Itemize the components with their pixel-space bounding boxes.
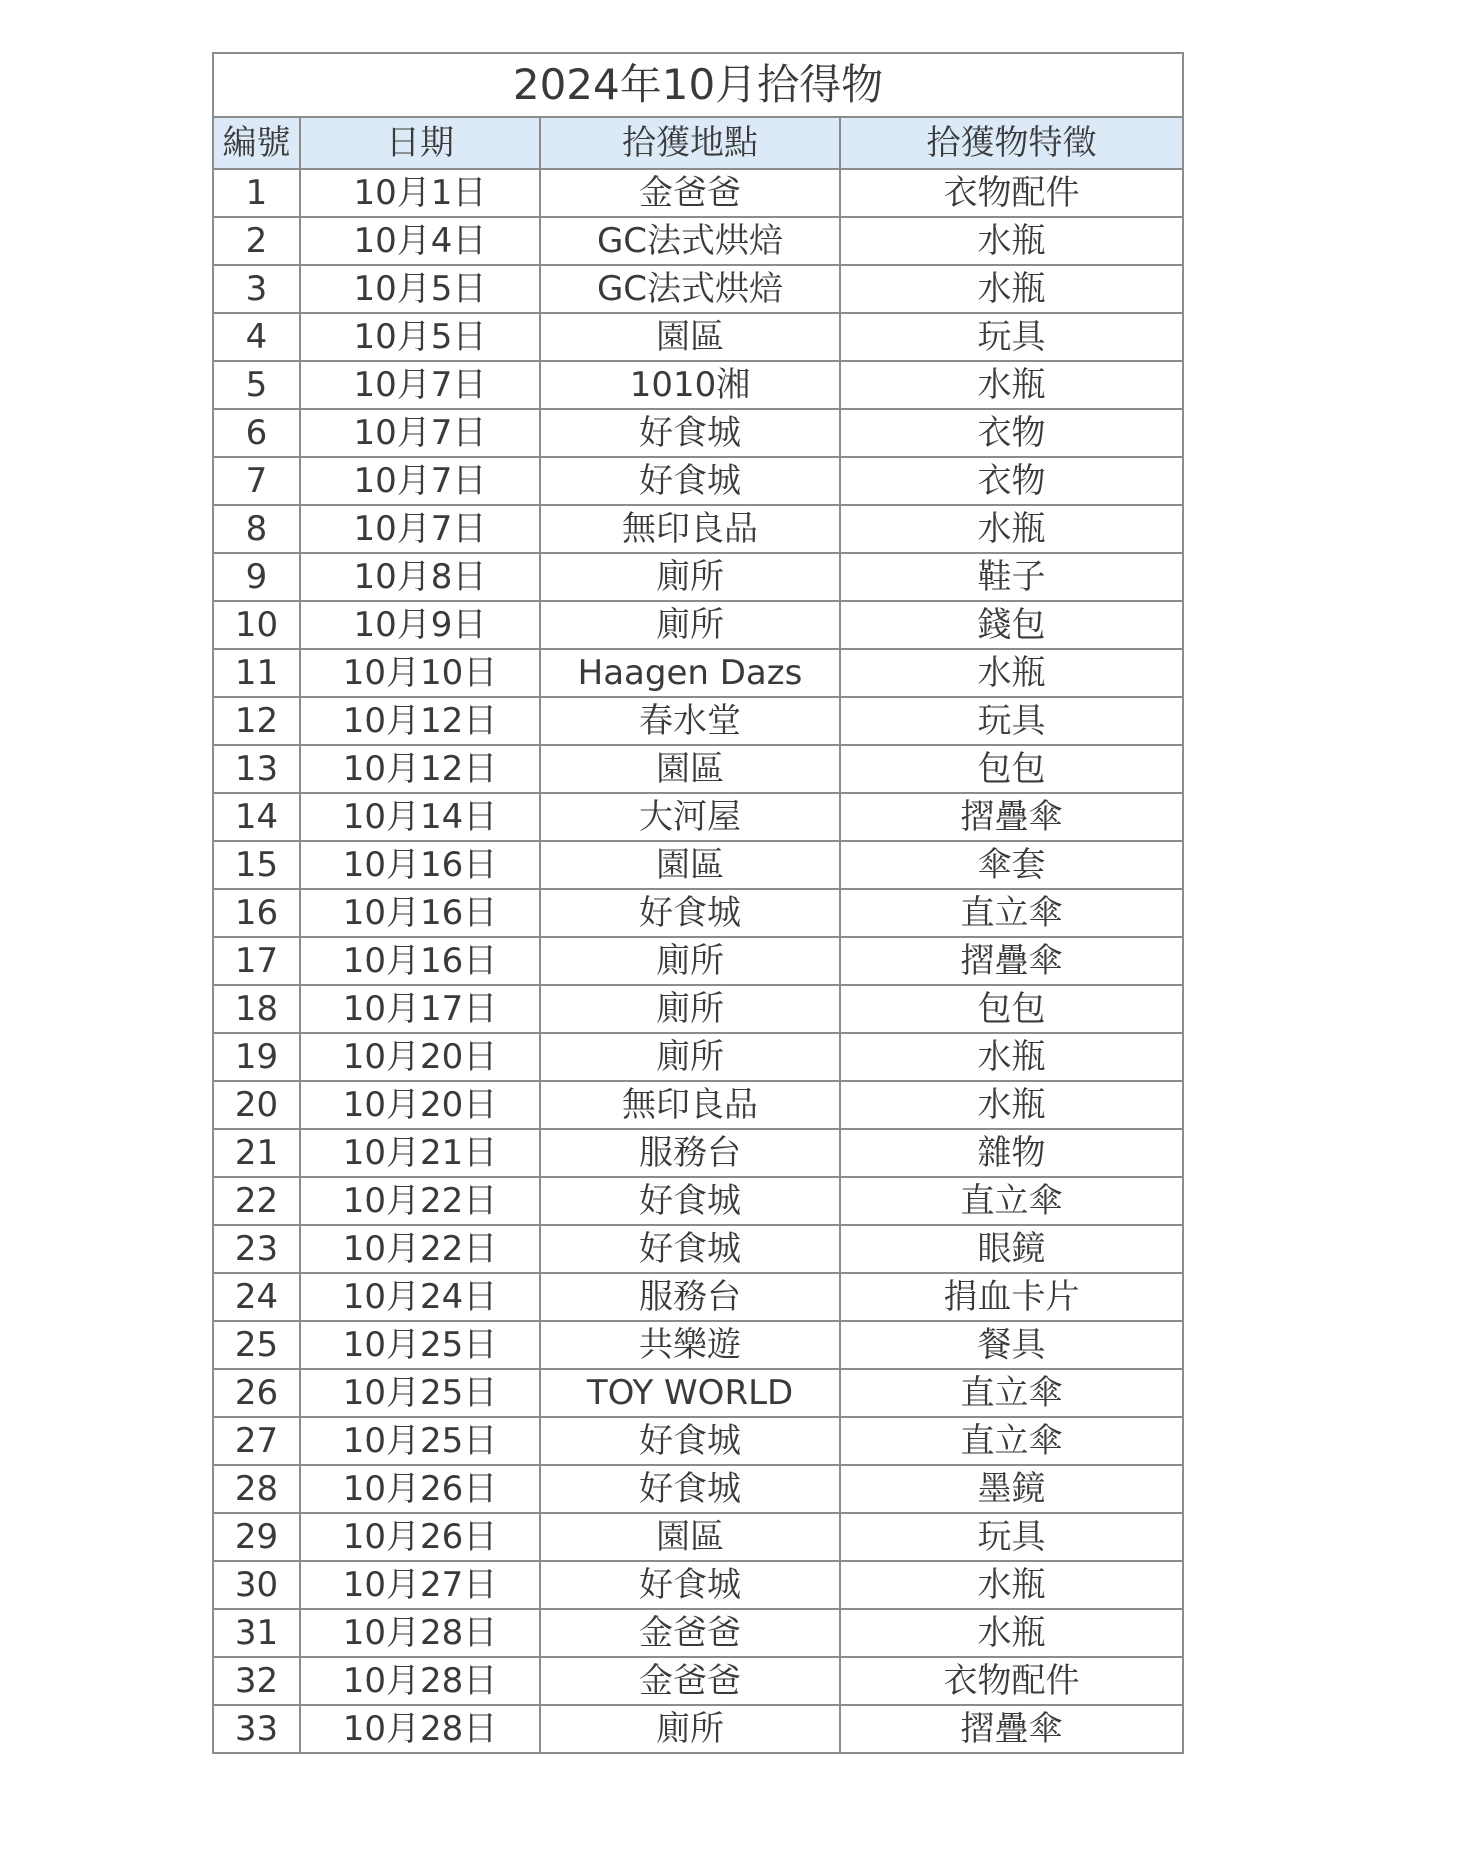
table-row [213, 1177, 1183, 1225]
cell-number: 1 [213, 169, 300, 217]
cell-date: 10月16日 [300, 889, 540, 937]
cell-date: 10月4日 [300, 217, 540, 265]
table-body [213, 169, 1183, 1753]
cell-number: 15 [213, 841, 300, 889]
cell-item: 水瓶 [840, 1561, 1183, 1609]
table-row [213, 985, 1183, 1033]
table-row [213, 1081, 1183, 1129]
cell-item: 玩具 [840, 1513, 1183, 1561]
table-row [213, 1033, 1183, 1081]
cell-number: 18 [213, 985, 300, 1033]
table-row [213, 793, 1183, 841]
table-row [213, 1273, 1183, 1321]
cell-number: 16 [213, 889, 300, 937]
cell-item: 包包 [840, 985, 1183, 1033]
table-row [213, 937, 1183, 985]
cell-number: 23 [213, 1225, 300, 1273]
cell-date: 10月20日 [300, 1033, 540, 1081]
cell-location: 園區 [540, 1513, 840, 1561]
table-row [213, 457, 1183, 505]
table-row [213, 1321, 1183, 1369]
cell-item: 直立傘 [840, 1369, 1183, 1417]
cell-item: 水瓶 [840, 361, 1183, 409]
cell-location: GC法式烘焙 [540, 265, 840, 313]
cell-item: 直立傘 [840, 889, 1183, 937]
table-row [213, 361, 1183, 409]
cell-location: Haagen Dazs [540, 649, 840, 697]
cell-number: 10 [213, 601, 300, 649]
cell-date: 10月9日 [300, 601, 540, 649]
cell-location: 好食城 [540, 889, 840, 937]
cell-location: 好食城 [540, 409, 840, 457]
cell-item: 直立傘 [840, 1417, 1183, 1465]
cell-location: 大河屋 [540, 793, 840, 841]
cell-location: 園區 [540, 313, 840, 361]
cell-number: 9 [213, 553, 300, 601]
cell-item: 水瓶 [840, 505, 1183, 553]
cell-location: 園區 [540, 745, 840, 793]
cell-location: TOY WORLD [540, 1369, 840, 1417]
cell-number: 11 [213, 649, 300, 697]
cell-number: 21 [213, 1129, 300, 1177]
table-row [213, 889, 1183, 937]
table-row [213, 1465, 1183, 1513]
table-title: 2024年10月拾得物 [213, 53, 1183, 117]
table-row [213, 265, 1183, 313]
cell-date: 10月25日 [300, 1369, 540, 1417]
cell-number: 22 [213, 1177, 300, 1225]
cell-number: 5 [213, 361, 300, 409]
table-row [213, 1609, 1183, 1657]
cell-date: 10月1日 [300, 169, 540, 217]
cell-location: 春水堂 [540, 697, 840, 745]
table-row [213, 217, 1183, 265]
cell-date: 10月7日 [300, 361, 540, 409]
cell-location: 服務台 [540, 1129, 840, 1177]
cell-location: 好食城 [540, 1561, 840, 1609]
cell-number: 29 [213, 1513, 300, 1561]
cell-date: 10月20日 [300, 1081, 540, 1129]
cell-location: 好食城 [540, 1465, 840, 1513]
table-row [213, 1129, 1183, 1177]
cell-item: 水瓶 [840, 649, 1183, 697]
header-date: 日期 [300, 117, 540, 169]
cell-date: 10月21日 [300, 1129, 540, 1177]
cell-location: 無印良品 [540, 505, 840, 553]
cell-location: 好食城 [540, 1225, 840, 1273]
cell-item: 捐血卡片 [840, 1273, 1183, 1321]
cell-location: 廁所 [540, 553, 840, 601]
table-row [213, 601, 1183, 649]
table-row [213, 505, 1183, 553]
cell-number: 14 [213, 793, 300, 841]
cell-date: 10月7日 [300, 457, 540, 505]
cell-date: 10月5日 [300, 313, 540, 361]
header-number: 編號 [213, 117, 300, 169]
cell-date: 10月28日 [300, 1657, 540, 1705]
cell-date: 10月5日 [300, 265, 540, 313]
table-row [213, 1705, 1183, 1753]
cell-location: 金爸爸 [540, 1657, 840, 1705]
cell-date: 10月28日 [300, 1705, 540, 1753]
cell-location: 廁所 [540, 937, 840, 985]
cell-date: 10月22日 [300, 1225, 540, 1273]
cell-item: 衣物 [840, 409, 1183, 457]
cell-number: 13 [213, 745, 300, 793]
cell-item: 摺疊傘 [840, 793, 1183, 841]
cell-location: 好食城 [540, 1177, 840, 1225]
lost-items-table [212, 52, 1184, 1754]
cell-date: 10月16日 [300, 841, 540, 889]
table-row [213, 1225, 1183, 1273]
cell-number: 30 [213, 1561, 300, 1609]
cell-location: GC法式烘焙 [540, 217, 840, 265]
cell-number: 27 [213, 1417, 300, 1465]
cell-item: 墨鏡 [840, 1465, 1183, 1513]
table-row [213, 697, 1183, 745]
cell-number: 20 [213, 1081, 300, 1129]
cell-location: 共樂遊 [540, 1321, 840, 1369]
cell-location: 服務台 [540, 1273, 840, 1321]
cell-date: 10月12日 [300, 745, 540, 793]
cell-date: 10月28日 [300, 1609, 540, 1657]
cell-location: 廁所 [540, 1705, 840, 1753]
table-header-row [213, 117, 1183, 169]
cell-location: 廁所 [540, 601, 840, 649]
table-row [213, 841, 1183, 889]
cell-item: 鞋子 [840, 553, 1183, 601]
cell-location: 園區 [540, 841, 840, 889]
table-row [213, 553, 1183, 601]
cell-date: 10月16日 [300, 937, 540, 985]
cell-number: 33 [213, 1705, 300, 1753]
cell-item: 水瓶 [840, 1081, 1183, 1129]
table-title-row [213, 53, 1183, 117]
cell-date: 10月25日 [300, 1321, 540, 1369]
cell-location: 廁所 [540, 985, 840, 1033]
cell-item: 玩具 [840, 313, 1183, 361]
cell-number: 8 [213, 505, 300, 553]
table-row [213, 409, 1183, 457]
cell-date: 10月26日 [300, 1513, 540, 1561]
cell-date: 10月12日 [300, 697, 540, 745]
cell-item: 水瓶 [840, 1609, 1183, 1657]
table-row [213, 169, 1183, 217]
cell-number: 7 [213, 457, 300, 505]
cell-number: 31 [213, 1609, 300, 1657]
cell-location: 廁所 [540, 1033, 840, 1081]
cell-date: 10月14日 [300, 793, 540, 841]
cell-number: 17 [213, 937, 300, 985]
cell-date: 10月7日 [300, 505, 540, 553]
cell-item: 摺疊傘 [840, 937, 1183, 985]
cell-location: 無印良品 [540, 1081, 840, 1129]
cell-item: 玩具 [840, 697, 1183, 745]
cell-date: 10月25日 [300, 1417, 540, 1465]
cell-item: 眼鏡 [840, 1225, 1183, 1273]
cell-item: 摺疊傘 [840, 1705, 1183, 1753]
cell-item: 衣物配件 [840, 169, 1183, 217]
table-row [213, 1561, 1183, 1609]
cell-number: 32 [213, 1657, 300, 1705]
cell-date: 10月10日 [300, 649, 540, 697]
header-location: 拾獲地點 [540, 117, 840, 169]
cell-location: 金爸爸 [540, 1609, 840, 1657]
cell-number: 4 [213, 313, 300, 361]
table-row [213, 1369, 1183, 1417]
table-row [213, 313, 1183, 361]
cell-date: 10月7日 [300, 409, 540, 457]
header-item: 拾獲物特徵 [840, 117, 1183, 169]
cell-item: 餐具 [840, 1321, 1183, 1369]
table-row [213, 1513, 1183, 1561]
table-row [213, 1417, 1183, 1465]
cell-date: 10月27日 [300, 1561, 540, 1609]
cell-number: 28 [213, 1465, 300, 1513]
cell-date: 10月8日 [300, 553, 540, 601]
cell-item: 水瓶 [840, 1033, 1183, 1081]
cell-item: 水瓶 [840, 217, 1183, 265]
cell-item: 傘套 [840, 841, 1183, 889]
cell-date: 10月24日 [300, 1273, 540, 1321]
table-row [213, 649, 1183, 697]
cell-item: 包包 [840, 745, 1183, 793]
cell-item: 直立傘 [840, 1177, 1183, 1225]
cell-number: 3 [213, 265, 300, 313]
cell-date: 10月26日 [300, 1465, 540, 1513]
cell-item: 雜物 [840, 1129, 1183, 1177]
cell-date: 10月17日 [300, 985, 540, 1033]
cell-number: 2 [213, 217, 300, 265]
cell-location: 好食城 [540, 457, 840, 505]
cell-item: 衣物配件 [840, 1657, 1183, 1705]
cell-location: 好食城 [540, 1417, 840, 1465]
cell-number: 24 [213, 1273, 300, 1321]
cell-location: 金爸爸 [540, 169, 840, 217]
table-row [213, 745, 1183, 793]
cell-number: 12 [213, 697, 300, 745]
cell-location: 1010湘 [540, 361, 840, 409]
cell-item: 水瓶 [840, 265, 1183, 313]
cell-date: 10月22日 [300, 1177, 540, 1225]
cell-item: 錢包 [840, 601, 1183, 649]
cell-number: 26 [213, 1369, 300, 1417]
cell-item: 衣物 [840, 457, 1183, 505]
table-row [213, 1657, 1183, 1705]
cell-number: 6 [213, 409, 300, 457]
cell-number: 25 [213, 1321, 300, 1369]
cell-number: 19 [213, 1033, 300, 1081]
